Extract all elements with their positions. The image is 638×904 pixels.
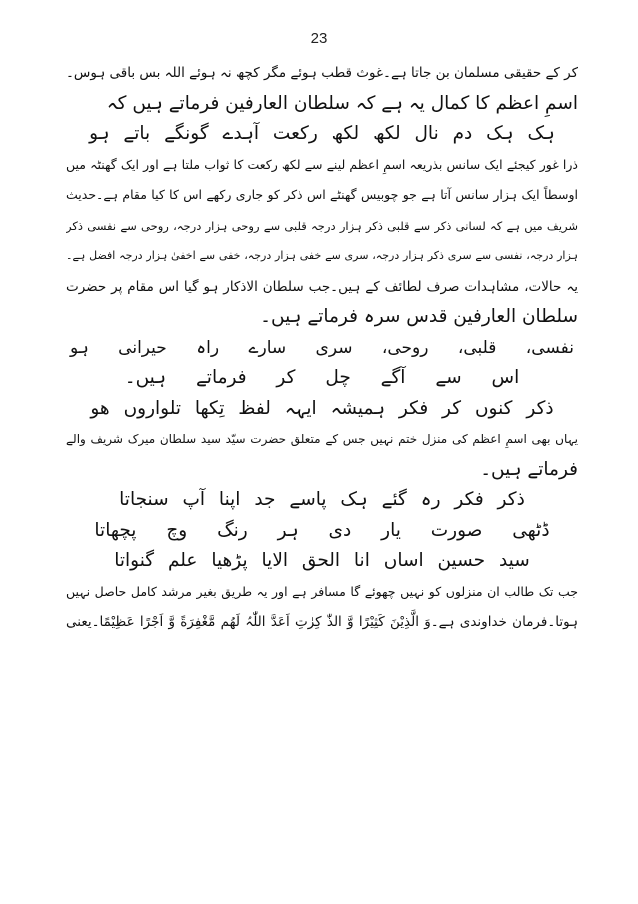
- verse-line: نفسی، قلبی، روحی، سری سارے راہ حیرانی ہو: [70, 337, 574, 358]
- text-line: یہ حالات، مشاہدات صرف لطائف کے ہیں۔جب سلطان الاذکار ہو گیا اس مقام پر حضرت: [66, 278, 578, 295]
- text-line: ہوتا۔فرمان خداوندی ہے۔وَ الَّذِیْنَ کَثِیْرًا وَّ الذّٰ کِرٰتِ اَعَدَّ اللّٰہُ لَهُم مَّغْفِرَةً وَّ اَجْرًا عَظِیْمًا۔یعنی: [66, 614, 578, 630]
- page-body: [66, 58, 578, 638]
- verse-line: ذکر کنوں کر فکر ہمیشہ ایہہ لفظ تِکھا تلواروں ھو: [90, 397, 554, 419]
- text-line: کر کے حقیقی مسلمان بن جاتا ہے۔غوث قطب ہوئے مگر کچھ نہ ہوئے اللہ بس باقی ہوس۔: [66, 65, 578, 81]
- verse-line: ہک ہک دم نال لکھ لکھ رکعت آہدے گونگے باتے ہو: [89, 123, 555, 144]
- text-line: یہاں بھی اسمِ اعظم کی منزل ختم نہیں جس کے متعلق حضرت سیّد سید سلطان میرک شریف والے: [66, 432, 578, 446]
- text-line: جب تک طالب ان منزلوں کو نہیں چھوئے گا مسافر ہے اور یہ طریق بغیر مرشد کامل حاصل نہیں: [66, 583, 578, 599]
- text-line: ذرا غور کیجئے ایک سانس بذریعہ اسمِ اعظم لینے سے لکھ رکعت کا ثواب ملتا ہے اور ایک گھنٹہ میں: [66, 156, 578, 172]
- verse-line: ڈٹھی صورت یار دی ہر رنگ وچ پچھاتا: [94, 519, 550, 541]
- page-number: 23: [310, 30, 328, 47]
- text-line: فرماتے ہیں۔: [480, 458, 578, 480]
- text-line: شریف میں ہے کہ لسانی ذکر سے قلبی ذکر ہزار درجہ قلبی سے روحی ہزار درجہ، روحی سے نفسی ذکر: [66, 218, 578, 233]
- verse-line: سید حسین اساں انا الحق الایا پڑھیا علم گنواتا: [114, 550, 530, 571]
- verse-line: اس سے آگے چل کر فرماتے ہیں۔: [124, 367, 520, 388]
- verse-line: ذکر فکر رہ گئے ہک پاسے جد اپنا آپ سنجاتا: [119, 489, 525, 510]
- text-line: اوسطاً ایک ہزار سانس آتا ہے جو چوبیس گھنٹے اس ذکر کو جاری رکھے اس کا کیا مقام ہے۔حدیث: [66, 187, 578, 202]
- text-line: سلطان العارفین قدس سرہ فرماتے ہیں۔: [260, 306, 578, 327]
- text-line: ہزار درجہ، نفسی سے سری ذکر ہزار درجہ، سری سے خفی ہزار درجہ، خفی سے اخفیٰ ہزار درجہ افضل ہے۔: [66, 249, 578, 262]
- text-line: اسمِ اعظم کا کمال یہ ہے کہ سلطان العارفین فرماتے ہیں کہ: [106, 92, 578, 114]
